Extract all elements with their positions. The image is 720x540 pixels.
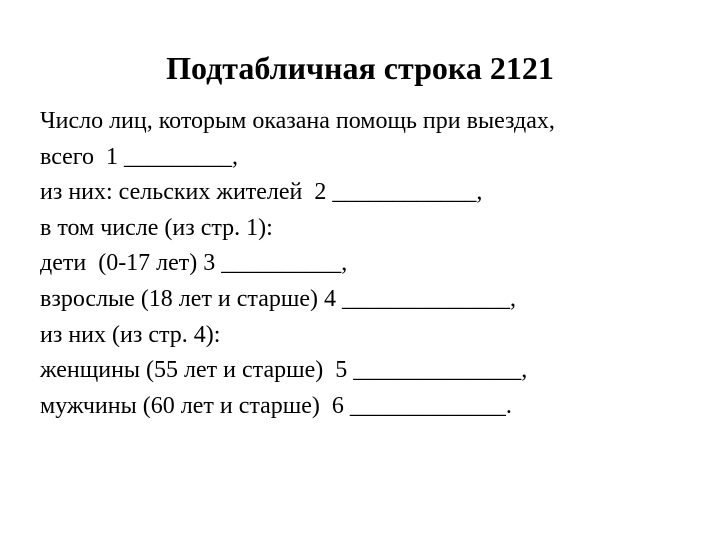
slide-title: Подтабличная строка 2121: [166, 50, 554, 86]
slide-body: [40, 104, 710, 424]
text-line-adults: взрослые (18 лет и старше) 4 ______________,: [40, 285, 516, 312]
text-line-of-them: из них (из стр. 4):: [40, 321, 221, 348]
text-line-total-persons: Число лиц, которым оказана помощь при выездах,: [40, 108, 555, 134]
text-line-total-field: всего 1 _________,: [40, 143, 239, 170]
text-line-including: в том числе (из стр. 1):: [40, 214, 273, 241]
text-line-women: женщины (55 лет и старше) 5 ______________,: [40, 357, 528, 384]
text-line-rural: из них: сельских жителей 2 ____________,: [40, 179, 483, 206]
text-line-men: мужчины (60 лет и старше) 6 _____________.: [40, 392, 512, 419]
text-line-children: дети (0-17 лет) 3 __________,: [40, 250, 348, 277]
